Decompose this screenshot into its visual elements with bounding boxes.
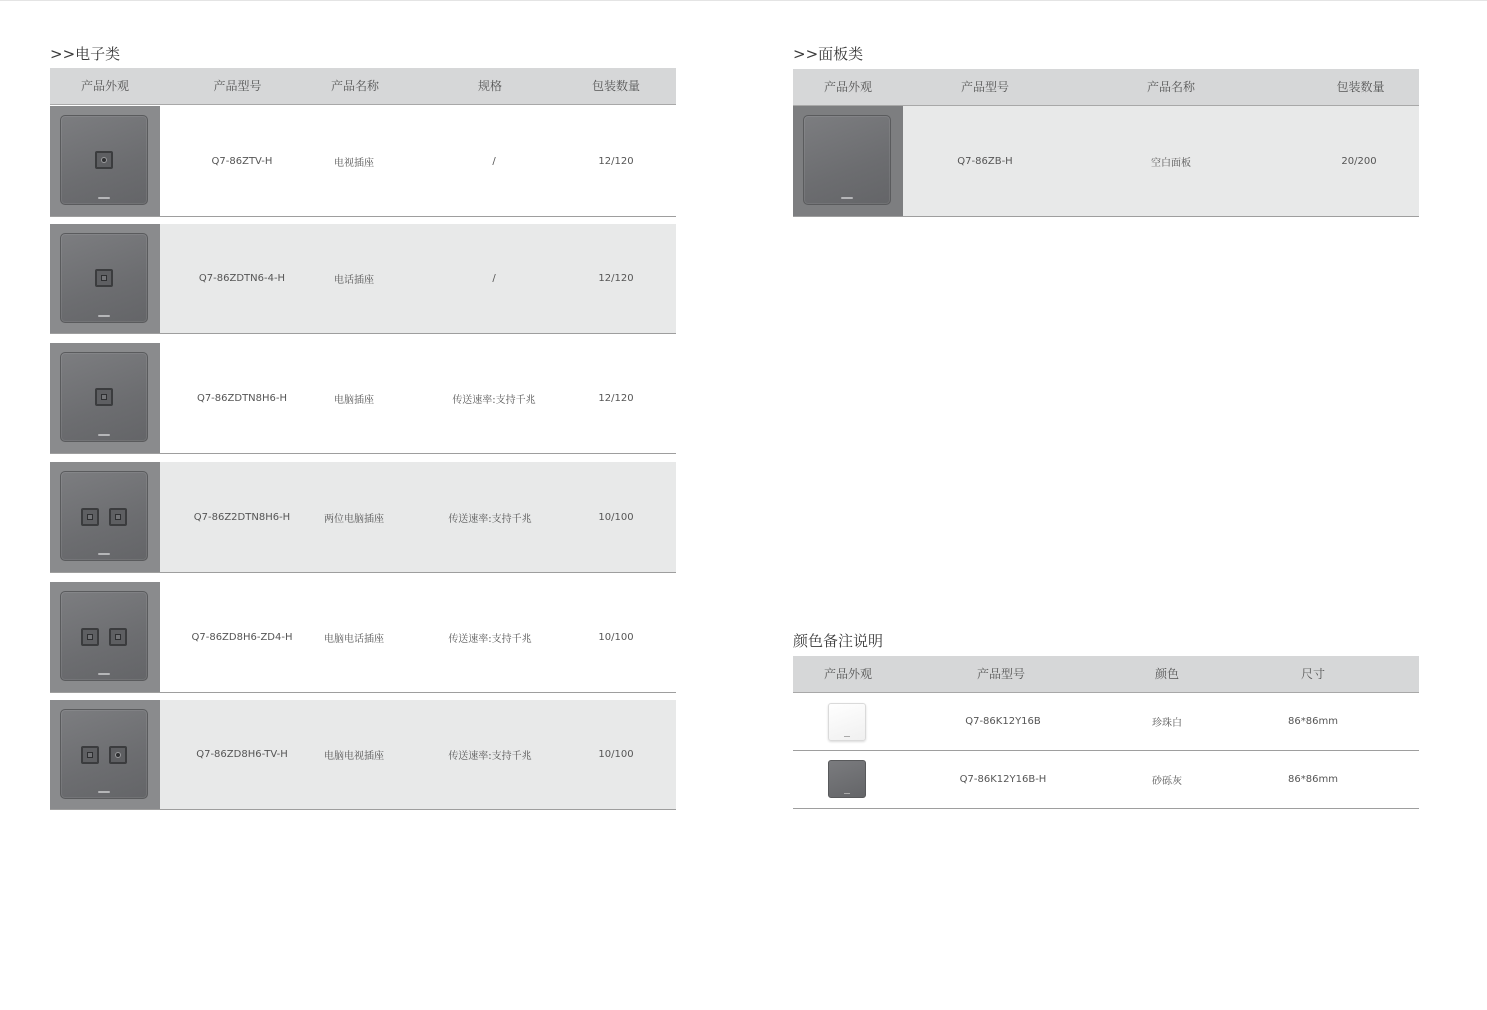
product-thumbnail	[50, 224, 160, 333]
table-row	[50, 106, 676, 217]
product-qty: 20/200	[1341, 155, 1377, 167]
product-model: Q7-86ZD8H6-TV-H	[196, 749, 288, 760]
product-name: 电脑插座	[334, 394, 374, 406]
top-divider	[0, 0, 1487, 1]
header-model: 产品型号	[213, 79, 262, 93]
product-thumbnail	[50, 700, 160, 809]
network-port-icon	[81, 746, 99, 764]
phone-port-icon	[109, 628, 127, 646]
product-name: 电话插座	[334, 275, 374, 286]
network-socket-image	[60, 352, 148, 442]
product-qty: 12/120	[598, 273, 634, 284]
panel-section-title: >>面板类	[793, 45, 864, 63]
product-qty: 10/100	[598, 631, 634, 643]
product-model: Q7-86K12Y16B	[965, 716, 1041, 727]
size-value: 86*86mm	[1288, 774, 1338, 785]
table-row	[50, 582, 676, 693]
header-appearance: 产品外观	[80, 79, 129, 93]
product-spec: 传送速率:支持千兆	[448, 751, 532, 762]
phone-socket-image	[60, 233, 148, 323]
header-name: 产品名称	[330, 79, 379, 93]
header-appearance: 产品外观	[823, 80, 872, 94]
dual-network-socket-image	[60, 471, 148, 561]
product-name: 电脑电视插座	[324, 751, 384, 762]
electronic-table-header	[50, 68, 676, 105]
tv-port-icon	[109, 746, 127, 764]
tv-socket-image	[60, 115, 148, 205]
product-name: 两位电脑插座	[324, 513, 384, 525]
product-model: Q7-86ZDTN6-4-H	[198, 273, 286, 284]
product-thumbnail	[50, 462, 160, 572]
product-name: 空白面板	[1151, 157, 1191, 169]
product-thumbnail	[50, 343, 160, 453]
tv-port-icon	[95, 151, 113, 169]
network-port-icon	[95, 388, 113, 406]
product-spec: /	[492, 273, 496, 284]
header-name: 产品名称	[1146, 80, 1195, 94]
brand-logo-icon	[98, 791, 110, 793]
phone-port-icon	[95, 269, 113, 287]
product-qty: 10/100	[598, 511, 634, 523]
brand-logo-icon	[841, 197, 853, 199]
header-color: 颜色	[1154, 667, 1179, 681]
product-qty: 12/120	[598, 155, 634, 167]
table-row	[793, 693, 1419, 751]
color-name: 珍珠白	[1152, 718, 1182, 729]
network-port-icon	[81, 628, 99, 646]
table-row	[50, 343, 676, 454]
product-model: Q7-86ZB-H	[957, 155, 1013, 167]
table-row	[793, 751, 1419, 809]
brand-logo-icon	[844, 793, 850, 794]
product-spec: /	[492, 155, 496, 167]
product-name: 电视插座	[334, 157, 374, 169]
header-spec: 规格	[477, 79, 502, 93]
table-row	[50, 224, 676, 334]
header-model: 产品型号	[960, 80, 1009, 94]
product-thumbnail	[793, 106, 903, 216]
network-port-icon	[81, 508, 99, 526]
header-appearance: 产品外观	[823, 667, 872, 681]
product-name: 电脑电话插座	[324, 633, 384, 645]
product-thumbnail	[50, 106, 160, 216]
brand-logo-icon	[98, 315, 110, 317]
product-qty: 10/100	[598, 749, 634, 760]
panel-table-header	[793, 69, 1419, 106]
product-spec: 传送速率:支持千兆	[448, 633, 532, 645]
product-spec: 传送速率:支持千兆	[452, 394, 536, 406]
electronic-section-title: >>电子类	[50, 45, 121, 63]
product-model: Q7-86Z2DTN8H6-H	[193, 511, 291, 523]
product-spec: 传送速率:支持千兆	[448, 513, 532, 525]
brand-logo-icon	[98, 673, 110, 675]
header-model: 产品型号	[976, 667, 1025, 681]
product-qty: 12/120	[598, 392, 634, 404]
header-qty: 包装数量	[1336, 80, 1385, 94]
color-section-title: 颜色备注说明	[793, 632, 884, 650]
table-row	[50, 700, 676, 810]
network-tv-socket-image	[60, 709, 148, 799]
product-model: Q7-86ZD8H6-ZD4-H	[191, 631, 293, 643]
header-qty: 包装数量	[591, 79, 640, 93]
header-size: 尺寸	[1300, 667, 1325, 681]
network-phone-socket-image	[60, 591, 148, 681]
product-model: Q7-86ZDTN8H6-H	[196, 392, 288, 404]
color-table-header	[793, 656, 1419, 693]
blank-panel-image	[803, 115, 891, 205]
brand-logo-icon	[844, 736, 850, 737]
size-value: 86*86mm	[1288, 716, 1338, 727]
brand-logo-icon	[98, 434, 110, 436]
product-model: Q7-86K12Y16B-H	[959, 774, 1047, 785]
table-row	[50, 462, 676, 573]
pearl-white-swatch	[828, 703, 866, 741]
gravel-grey-swatch	[828, 760, 866, 798]
brand-logo-icon	[98, 197, 110, 199]
product-model: Q7-86ZTV-H	[211, 155, 273, 167]
network-port-icon	[109, 508, 127, 526]
color-name: 砂砾灰	[1152, 776, 1182, 787]
brand-logo-icon	[98, 553, 110, 555]
table-row	[793, 106, 1419, 217]
product-thumbnail	[50, 582, 160, 692]
